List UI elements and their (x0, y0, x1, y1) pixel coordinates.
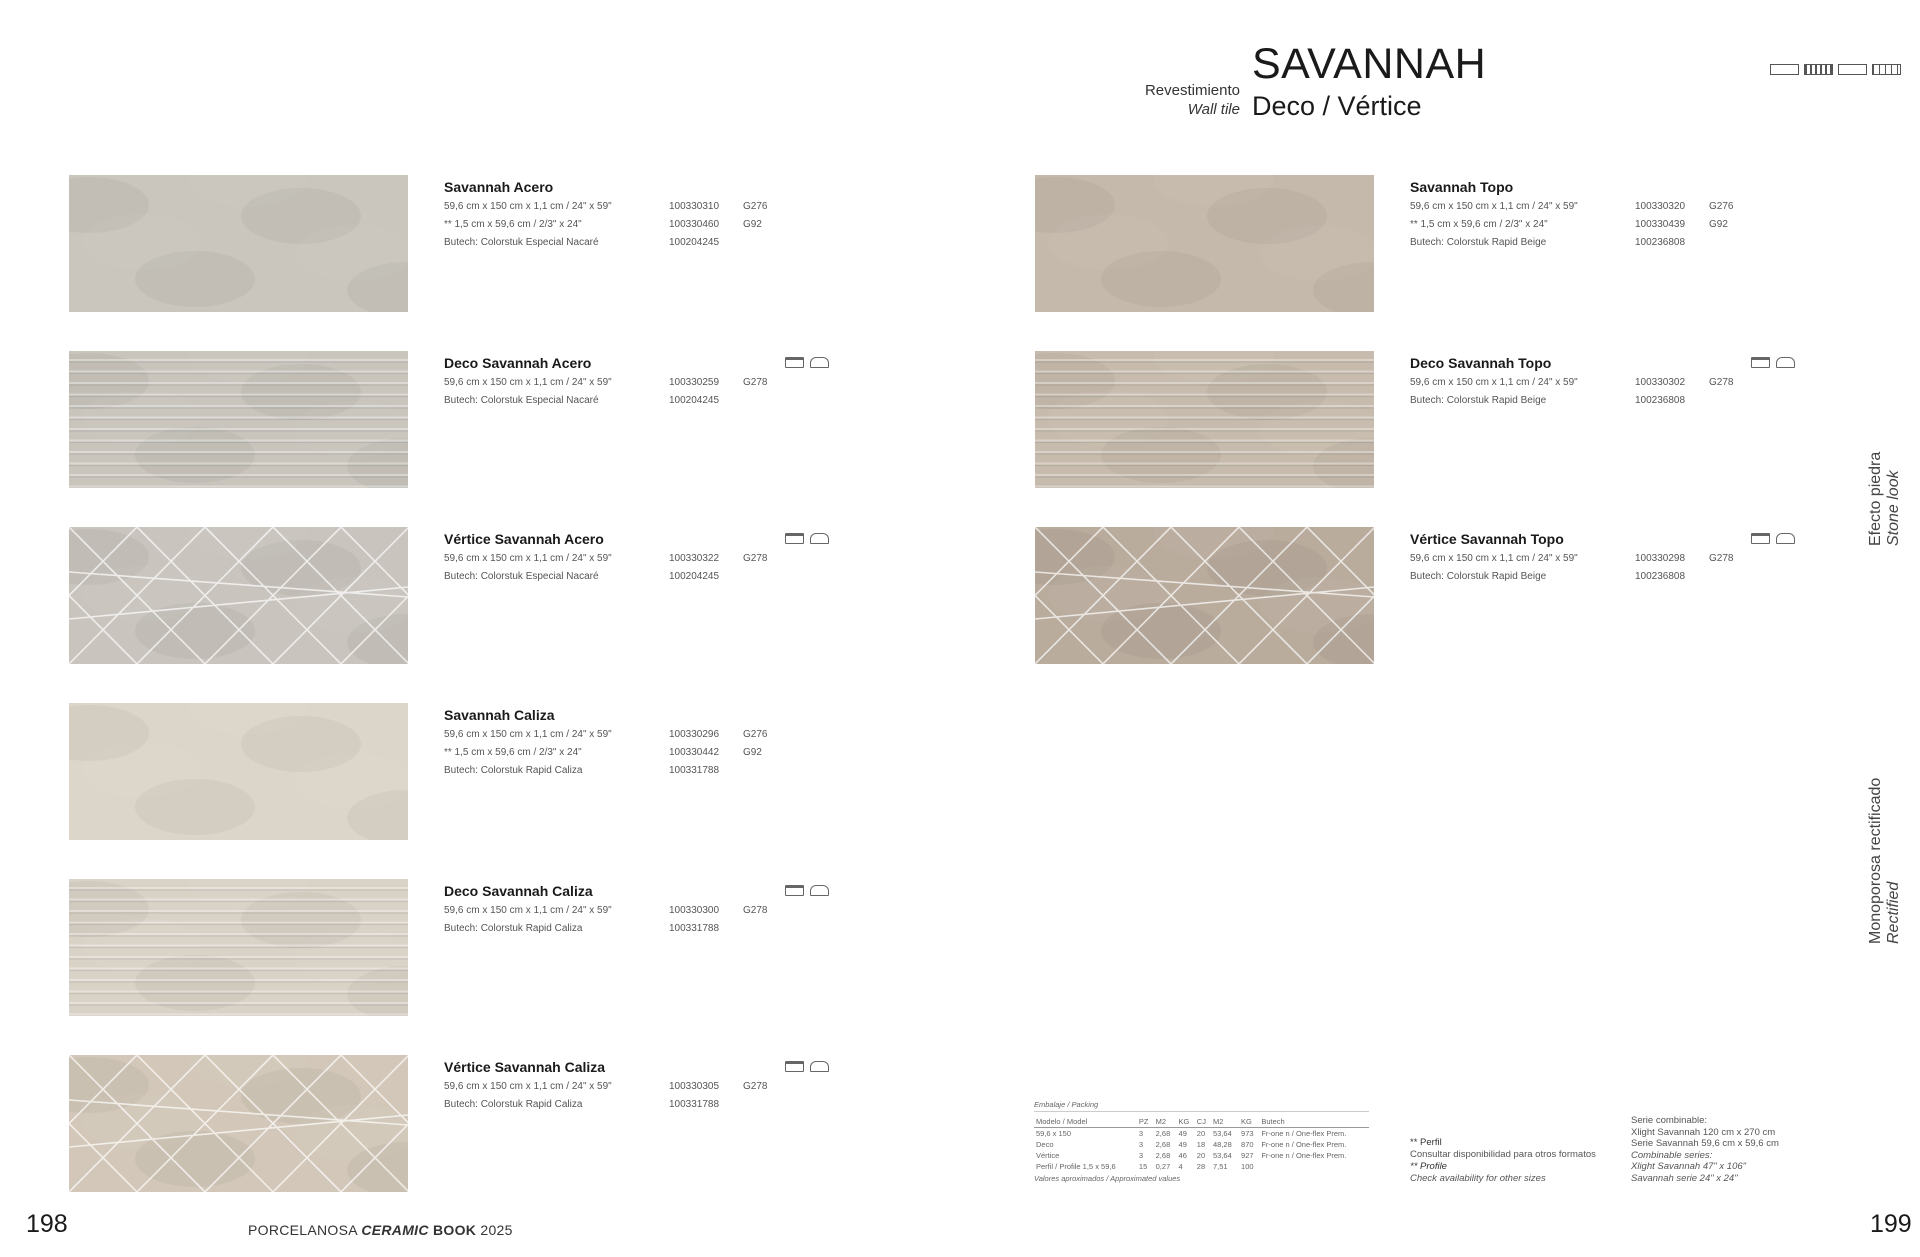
packing-cell: Perfil / Profile 1,5 x 59,6 (1036, 1162, 1116, 1171)
format-icons (1770, 64, 1901, 75)
packing-header-cell: CJ (1196, 1117, 1206, 1126)
packing-cell: 3 (1138, 1129, 1144, 1138)
product-ref-code: 100330322 (669, 553, 720, 564)
packing-cell: Deco (1036, 1140, 1054, 1149)
packing-cell: 3 (1138, 1140, 1144, 1149)
usage-icons (785, 1061, 829, 1072)
usage-icons (1751, 533, 1795, 544)
tile-image-savannah-topo (1035, 175, 1374, 312)
product-spec: Butech: Colorstuk Rapid Beige (1410, 395, 1547, 406)
product-group-code: G276 (743, 729, 768, 740)
product-name: Deco Savannah Caliza (444, 883, 593, 899)
product-group-code: G278 (743, 377, 768, 388)
tile-image-savannah-acero (69, 175, 408, 312)
product-spec: Butech: Colorstuk Especial Nacaré (444, 395, 599, 406)
product-type-en: Wall tile (1187, 101, 1240, 118)
packing-note: Valores aproximados / Approximated values (1034, 1174, 1181, 1183)
product-group-code: G276 (1709, 201, 1734, 212)
product-name: Vértice Savannah Caliza (444, 1059, 606, 1075)
product-ref-code: 100330302 (1635, 377, 1686, 388)
bath-use-icon (810, 1061, 829, 1072)
tile-image-vertice-savannah-acero (69, 527, 408, 664)
bath-use-icon (1776, 533, 1795, 544)
packing-cell: 2,68 (1155, 1129, 1171, 1138)
product-group-code: G278 (1709, 553, 1734, 564)
page-number-right: 199 (1870, 1210, 1912, 1238)
product-spec: 59,6 cm x 150 cm x 1,1 cm / 24" x 59" (444, 201, 612, 212)
product-ref-code: 100330298 (1635, 553, 1686, 564)
usage-icons (785, 533, 829, 544)
packing-header-cell: M2 (1155, 1117, 1167, 1126)
packing-cell: 46 (1178, 1151, 1187, 1160)
product-vertice-savannah-topo (1035, 527, 1835, 667)
tile-image-vertice-savannah-topo (1035, 527, 1374, 664)
product-spec: 59,6 cm x 150 cm x 1,1 cm / 24" x 59" (444, 729, 612, 740)
profile-title-es: ** Perfil (1410, 1137, 1442, 1148)
product-spec: 59,6 cm x 150 cm x 1,1 cm / 24" x 59" (1410, 377, 1578, 388)
bath-use-icon (810, 885, 829, 896)
packing-cell: 18 (1196, 1140, 1206, 1149)
product-deco-savannah-acero (69, 351, 869, 491)
product-spec: 59,6 cm x 150 cm x 1,1 cm / 24" x 59" (444, 553, 612, 564)
product-type-es: Revestimiento (1144, 82, 1240, 99)
product-ref-code: 100236808 (1635, 237, 1686, 248)
packing-cell: 49 (1178, 1140, 1187, 1149)
footer-brand (248, 1222, 513, 1238)
product-ref-code: 100330320 (1635, 201, 1686, 212)
product-name: Savannah Topo (1410, 179, 1514, 195)
product-deco-savannah-topo (1035, 351, 1835, 491)
packing-cell: Fr-one n / One-flex Prem. (1261, 1140, 1347, 1149)
packing-body (1034, 1128, 1369, 1173)
packing-cell: Vértice (1036, 1151, 1060, 1160)
product-spec: Butech: Colorstuk Rapid Caliza (444, 923, 583, 934)
wall-use-icon (785, 885, 804, 896)
packing-row (1034, 1139, 1369, 1150)
tile-image-deco-savannah-acero (69, 351, 408, 488)
format-icon-1 (1770, 64, 1799, 75)
body-label-en: Rectified (1885, 881, 1902, 944)
product-ref-code: 100330300 (669, 905, 720, 916)
product-group-code: G276 (743, 201, 768, 212)
series-title: SAVANNAH (1252, 40, 1487, 88)
packing-cell: 15 (1138, 1162, 1148, 1171)
tile-image-savannah-caliza (69, 703, 408, 840)
product-ref-code: 100204245 (669, 395, 720, 406)
packing-row (1034, 1150, 1369, 1161)
packing-cell: 53,64 (1213, 1129, 1232, 1138)
packing-cell: 48,28 (1213, 1140, 1232, 1149)
product-group-code: G278 (743, 553, 768, 564)
product-ref-code: 100330442 (669, 747, 720, 758)
bath-use-icon (810, 533, 829, 544)
packing-cell: 3 (1138, 1151, 1144, 1160)
product-ref-code: 100330460 (669, 219, 720, 230)
packing-cell: 4 (1178, 1162, 1183, 1171)
tile-image-deco-savannah-topo (1035, 351, 1374, 488)
bath-use-icon (1776, 357, 1795, 368)
serie-line1-es: Xlight Savannah 120 cm x 270 cm (1631, 1126, 1776, 1138)
product-spec: Butech: Colorstuk Rapid Caliza (444, 765, 583, 776)
packing-cell: 20 (1196, 1151, 1206, 1160)
serie-line2-en: Savannah serie 24" x 24" (1631, 1172, 1738, 1184)
packing-cell: Fr-one n / One-flex Prem. (1261, 1129, 1347, 1138)
product-group-code: G92 (743, 219, 762, 230)
product-ref-code: 100331788 (669, 923, 720, 934)
product-group-code: G92 (743, 747, 762, 758)
footer-book: BOOK (432, 1222, 477, 1238)
product-ref-code: 100330296 (669, 729, 720, 740)
product-vertice-savannah-acero (69, 527, 869, 667)
product-spec: ** 1,5 cm x 59,6 cm / 2/3" x 24" (1410, 219, 1548, 230)
product-ref-code: 100331788 (669, 1099, 720, 1110)
format-icon-3 (1838, 64, 1867, 75)
profile-text-es: Consultar disponibilidad para otros formatos (1410, 1149, 1596, 1160)
serie-title-es: Serie combinable: (1631, 1115, 1708, 1126)
format-icon-4 (1872, 64, 1901, 75)
packing-cell: 973 (1241, 1129, 1254, 1138)
packing-cell: 49 (1178, 1129, 1187, 1138)
series-header (1100, 40, 1540, 130)
footer-ceramic: CERAMIC (361, 1222, 429, 1238)
product-spec: 59,6 cm x 150 cm x 1,1 cm / 24" x 59" (444, 377, 612, 388)
packing-header-cell: KG (1241, 1117, 1252, 1126)
product-deco-savannah-caliza (69, 879, 869, 1019)
body-label (1867, 778, 1903, 944)
serie-line2-es: Serie Savannah 59,6 cm x 59,6 cm (1631, 1138, 1779, 1149)
packing-cell: 28 (1196, 1162, 1206, 1171)
page-number-left: 198 (26, 1210, 68, 1238)
product-spec: Butech: Colorstuk Especial Nacaré (444, 237, 599, 248)
serie-title-en: Combinable series: (1631, 1149, 1713, 1161)
product-ref-code: 100330259 (669, 377, 720, 388)
packing-cell: 53,64 (1213, 1151, 1232, 1160)
product-ref-code: 100330439 (1635, 219, 1686, 230)
product-ref-code: 100236808 (1635, 395, 1686, 406)
packing-cell: 0,27 (1155, 1162, 1171, 1171)
product-spec: Butech: Colorstuk Especial Nacaré (444, 571, 599, 582)
product-vertice-savannah-caliza (69, 1055, 869, 1195)
serie-line1-en: Xlight Savannah 47" x 106" (1631, 1161, 1747, 1172)
packing-cell: 2,68 (1155, 1140, 1171, 1149)
product-name: Savannah Acero (444, 179, 554, 195)
packing-cell: 20 (1196, 1129, 1206, 1138)
profile-note (1410, 1137, 1596, 1185)
usage-icons (785, 357, 829, 368)
series-line: Deco / Vértice (1252, 91, 1422, 121)
packing-cell: 927 (1241, 1151, 1254, 1160)
profile-text-en: Check availability for other sizes (1410, 1173, 1546, 1184)
product-spec: Butech: Colorstuk Rapid Beige (1410, 571, 1547, 582)
product-spec: 59,6 cm x 150 cm x 1,1 cm / 24" x 59" (444, 1081, 612, 1092)
product-spec: 59,6 cm x 150 cm x 1,1 cm / 24" x 59" (1410, 553, 1578, 564)
product-savannah-topo (1035, 175, 1835, 315)
wall-use-icon (1751, 533, 1770, 544)
packing-cell: 870 (1241, 1140, 1254, 1149)
packing-header-cell: Modelo / Model (1036, 1117, 1088, 1126)
usage-icons (1751, 357, 1795, 368)
usage-icons (785, 885, 829, 896)
format-icon-2 (1804, 64, 1833, 75)
packing-row (1034, 1161, 1369, 1172)
packing-cell: 59,6 x 150 (1036, 1129, 1072, 1138)
product-group-code: G278 (743, 905, 768, 916)
tile-image-deco-savannah-caliza (69, 879, 408, 1016)
packing-cell: Fr-one n / One-flex Prem. (1261, 1151, 1347, 1160)
wall-use-icon (1751, 357, 1770, 368)
combinable-series (1631, 1115, 1779, 1184)
packing-header-cell: Butech (1261, 1117, 1285, 1126)
packing-table (1034, 1100, 1369, 1183)
product-savannah-acero (69, 175, 869, 315)
product-name: Vértice Savannah Acero (444, 531, 604, 547)
packing-row (1034, 1128, 1369, 1140)
packing-title: Embalaje / Packing (1034, 1100, 1369, 1112)
wall-use-icon (785, 357, 804, 368)
profile-title-en: ** Profile (1410, 1161, 1447, 1172)
product-ref-code: 100204245 (669, 237, 720, 248)
product-ref-code: 100236808 (1635, 571, 1686, 582)
product-group-code: G278 (1709, 377, 1734, 388)
wall-use-icon (785, 1061, 804, 1072)
product-ref-code: 100330305 (669, 1081, 720, 1092)
product-ref-code: 100330310 (669, 201, 720, 212)
footer-year: 2025 (480, 1222, 513, 1238)
packing-header-cell: KG (1178, 1117, 1190, 1126)
product-savannah-caliza (69, 703, 869, 843)
product-spec: 59,6 cm x 150 cm x 1,1 cm / 24" x 59" (1410, 201, 1578, 212)
packing-cell: 100 (1241, 1162, 1254, 1171)
product-spec: ** 1,5 cm x 59,6 cm / 2/3" x 24" (444, 747, 582, 758)
product-name: Deco Savannah Topo (1410, 355, 1552, 371)
product-group-code: G278 (743, 1081, 768, 1092)
product-ref-code: 100331788 (669, 765, 720, 776)
product-spec: Butech: Colorstuk Rapid Caliza (444, 1099, 583, 1110)
product-group-code: G92 (1709, 219, 1728, 230)
packing-header-cell: M2 (1213, 1117, 1224, 1126)
wall-use-icon (785, 533, 804, 544)
bath-use-icon (810, 357, 829, 368)
effect-label-es: Efecto piedra (1867, 451, 1884, 546)
product-name: Deco Savannah Acero (444, 355, 592, 371)
product-ref-code: 100204245 (669, 571, 720, 582)
effect-label-en: Stone look (1885, 470, 1902, 546)
product-name: Vértice Savannah Topo (1410, 531, 1564, 547)
product-spec: ** 1,5 cm x 59,6 cm / 2/3" x 24" (444, 219, 582, 230)
tile-image-vertice-savannah-caliza (69, 1055, 408, 1192)
product-spec: Butech: Colorstuk Rapid Beige (1410, 237, 1547, 248)
packing-cell: 7,51 (1213, 1162, 1228, 1171)
packing-cell: 2,68 (1155, 1151, 1171, 1160)
packing-header-cell: PZ (1138, 1117, 1149, 1126)
footer-brand-name: PORCELANOSA (248, 1222, 358, 1238)
effect-label (1867, 452, 1903, 546)
packing-cell (1259, 1161, 1369, 1172)
product-spec: 59,6 cm x 150 cm x 1,1 cm / 24" x 59" (444, 905, 612, 916)
packing-header-row (1034, 1116, 1369, 1128)
product-name: Savannah Caliza (444, 707, 555, 723)
body-label-es: Monoporosa rectificado (1867, 777, 1884, 944)
